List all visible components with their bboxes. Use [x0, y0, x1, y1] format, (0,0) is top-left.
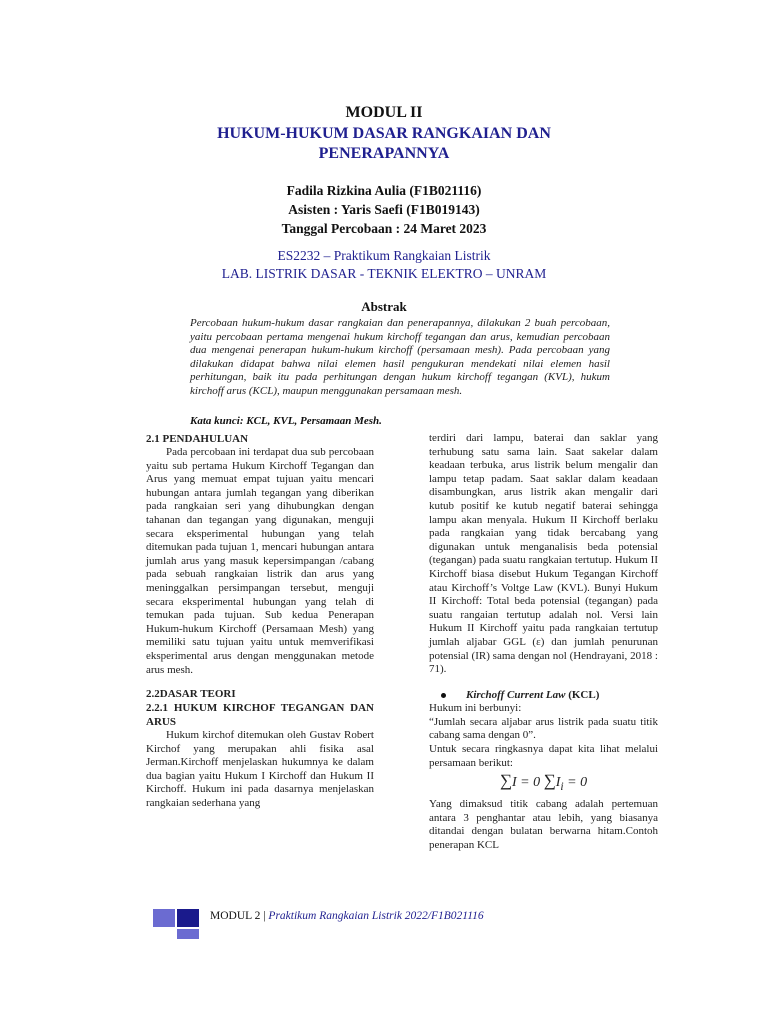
paper-title-line1: HUKUM-HUKUM DASAR RANGKAIAN DAN — [217, 125, 551, 142]
section-heading-theory: 2.2DASAR TEORI — [146, 688, 236, 701]
abstract-title: Abstrak — [361, 299, 407, 314]
author-name: Fadila Rizkina Aulia (F1B021116) — [286, 183, 482, 198]
page-footer — [210, 910, 484, 922]
left-column — [146, 432, 374, 811]
kcl-equation: ∑I = 0 $\sum I_i = 0$ — [499, 771, 588, 794]
paper-title — [0, 124, 768, 164]
right-column — [429, 432, 658, 852]
footer-square-1 — [153, 909, 175, 927]
assistant-name: Asisten : Yaris Saefi (F1B019143) — [288, 202, 480, 217]
branch-point-paragraph: Yang dimaksud titik cabang adalah pertemuan antara 3 penghantar atau lebih, yang biasanya ditandai dengan bulatan berwarna hitam.Contoh penerapan KCL — [429, 798, 658, 851]
kcl-summary: Untuk secara ringkasnya dapat kita lihat melalui persamaan berikut: — [429, 743, 658, 769]
kvl-paragraph: terdiri dari lampu, baterai dan saklar yang terhubung satu sama lain. Saat sakelar dalam keadaan terbuka, arus listrik belum mengalir dan lampu tetap padam. Saat saklar dalam keadaan disambungkan, arus listrik akan mengalir dari kutub positif ke kutub negatif baterai sehingga lampu akan menyala. Hukum II Kirchoff berlaku pada rangkaian yang tidak bercabang yang digunakan untuk menganalisis beda potensial (tegangan) pada suatu rangkaian tertutup. Hukum II Kirchoff biasa disebut Hukum Tegangan Kirchoff atau Kirchoff’s Voltge Law (KVL). Bunyi Hukum II Kirchoff: Total beda potensial (tegangan) pada suatu rangaian tertutup adalah nol. Versi lain Hukum II Kirchoff yaitu pada rangkaian tertutup jumlah aljabar GGL (ε) dan jumlah penurunan potensial (IR) sama dengan nol (Hendrayani, 2018 : 71). — [429, 432, 658, 676]
theory-paragraph: Hukum kirchof ditemukan oleh Gustav Robert Kirchof yang merupakan ahli fisika asal Jerman.Kirchoff menjelaskan hukumnya ke dalam dua bagian yaitu Hukum I Kirchoff dan Hukum II Kirchoff. Hukum ini pada dasarnya menjelaskan rangkaian sederhana yang — [146, 729, 374, 810]
section-heading-intro: 2.1 PENDAHULUAN — [146, 433, 249, 445]
experiment-date: Tanggal Percobaan : 24 Maret 2023 — [281, 221, 487, 236]
course-code: ES2232 – Praktikum Rangkaian Listrik — [277, 248, 491, 263]
abstract-text: Percobaan hukum-hukum dasar rangkaian dan penerapannya, dilakukan 2 buah percobaan, yaitu percobaan pertama mengenai hukum kirchoff tegangan dan arus, kemudian percobaan dua mengenai penerapan hukum-hukum kirchoff (persamaan mesh). Pada percobaan yang dilakukan didapat bahwa nilai elemen hasil pengukuran mendekati nilai elemen hasil perhitungan, baik itu pada perhitungan dengan hukum kirchoff tegangan (KVL), hukum kirchoff arus (KCL), maupun menggunakan persamaan mesh. — [190, 317, 610, 397]
kcl-bullet-label: Kirchoff Current Law (KCL) — [466, 688, 600, 701]
lab-name: LAB. LISTRIK DASAR - TEKNIK ELEKTRO – UNRAM — [221, 266, 547, 281]
footer-course: Praktikum Rangkaian Listrik 2022/F1B021116 — [268, 910, 484, 922]
keywords: Kata kunci: KCL, KVL, Persamaan Mesh. — [190, 415, 382, 427]
course-block — [0, 247, 768, 283]
kcl-bullet — [429, 689, 658, 703]
footer-square-2 — [177, 909, 199, 927]
intro-paragraph: Pada percobaan ini terdapat dua sub percobaan yaitu sub pertama Hukum Kirchoff Tegangan dan Arus yang memuat empat tujuan yaitu mencari hubungan antara jumlah tegangan yang diberikan pada rangkaian seri yang dihubungkan dengan tahanan dan tegangan yang digunakan, menguji secara eksperimental hubungan yang telah ditemukan pada tujuan 1, mencari hubungan antara jumlah arus yang masuk kepersimpangan /cabang pada sebuah rangkaian listrik dan arus yang meninggalkan persimpangan tersebut, menguji secara eksperimental hubungan yang telah di temukan pada tujuan. Sub kedua Penerapan Hukum-hukum Kirchoff (Persamaan Mesh) yang memiliki satu tujuan yaitu untuk memverifikasi eksperimental arus dengan menggunakan metode arus mesh. — [146, 446, 374, 676]
footer-square-3 — [177, 929, 199, 939]
kcl-statement: “Jumlah secara aljabar arus listrik pada suatu titik cabang sama dengan 0”. — [429, 715, 658, 742]
bullet-dot-icon — [441, 693, 446, 698]
module-title: MODUL II — [345, 104, 423, 121]
subsection-heading-kirchoff: 2.2.1 HUKUM KIRCHOF TEGANGAN DAN ARUS — [146, 702, 374, 729]
footer-label: MODUL 2 | — [210, 910, 269, 922]
author-block — [0, 181, 768, 238]
kcl-intro: Hukum ini berbunyi: — [429, 702, 522, 715]
paper-title-line2: PENERAPANNYA — [318, 145, 450, 162]
